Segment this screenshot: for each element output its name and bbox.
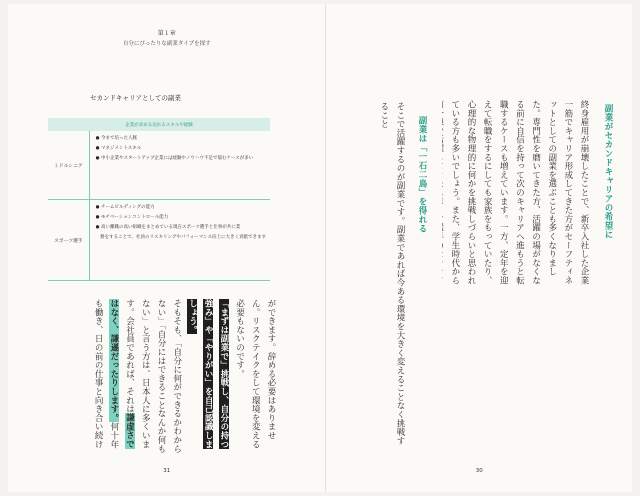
body-paragraph: ができます。辞める必要はありません。リスクテイクをして環境を変える必要もないのです。 bbox=[234, 299, 276, 449]
section-heading: 副業は「一石二鳥」を得れる bbox=[417, 116, 427, 233]
table-item: ● チームビルディングの能力 bbox=[95, 205, 155, 210]
body-text: そこで活躍するのが副業です。副業であれば今ある環境を大きく変えることなく挑戦すること bbox=[378, 102, 405, 446]
table-item: ● 今まで培った人脈 bbox=[95, 136, 137, 141]
section-heading: 副業がセカンドキャリアの希望に bbox=[603, 104, 613, 239]
table-item: ● マネジメントスキル bbox=[95, 146, 142, 151]
body-text: 終身雇用が崩壊したことで、新卒入社した企業一筋でキャリア形成してきた方がセーフティネットとしての副業を選ぶことも多くなりました。専門性を磨いてきた方、活躍の場がなくなる前に自信を持って次のキャリアへ進もうと転職するケースも増えています。一方、定年を迎えて転職をするにしても家族をもっていたり、心理的な物理的に何かを挑戦しづらいと思われている方も多いでしょう。また、学生時代から bbox=[449, 100, 589, 285]
table-header: 企業が求める売れるスキルや経験 bbox=[48, 118, 270, 131]
left-page bbox=[8, 4, 326, 492]
table-category: スポーツ選手 bbox=[48, 200, 89, 281]
skill-table bbox=[48, 118, 270, 281]
left-body-text bbox=[88, 299, 278, 454]
highlight-dark: 「まずは副業で」挑戦し、自分の持つ強み」や「やりがい」を自己認識しましょう。 bbox=[187, 299, 229, 449]
table-items bbox=[89, 200, 270, 281]
body-paragraph: そもそも、「自分に何ができるかわからない」「自分にはできることなんか何もない」と言う方は、日本人に多くいます。会社員であれば、それは bbox=[124, 299, 182, 454]
page-number: 31 bbox=[163, 468, 171, 474]
table-category: ミドルシニア bbox=[48, 131, 89, 200]
chapter-subtitle: 自分にぴったりな副業タイプを探す bbox=[122, 41, 211, 47]
table-row bbox=[48, 200, 270, 281]
chapter-label: 第１章 bbox=[157, 30, 176, 37]
body-paragraph: 何十年も働き、日の前の仕事と向き合い続け bbox=[93, 299, 119, 449]
table-item: 務をすることで、社員のリスキリングやパフォーマンス向上に大きく貢献できます bbox=[95, 235, 266, 240]
highlight-green: 謙虚さではなく、謙遜だったりします。 bbox=[108, 299, 135, 449]
page-number: 30 bbox=[475, 468, 483, 474]
table-item: ● 高い離職の高い組織をまとめている現在スポーツ選手と仕事が共に業 bbox=[95, 225, 241, 230]
table-item: ● 中小企業やスタートアップ企業には経験やノウハウ不足で悩むケースが多い bbox=[95, 156, 254, 161]
table-row bbox=[48, 131, 270, 200]
table-item: ● モチベーションコントロール能力 bbox=[95, 215, 169, 220]
section-title: セカンドキャリアとしての副業 bbox=[90, 94, 181, 102]
right-page bbox=[326, 4, 632, 492]
table-items bbox=[89, 131, 270, 200]
book-spread bbox=[8, 4, 632, 492]
